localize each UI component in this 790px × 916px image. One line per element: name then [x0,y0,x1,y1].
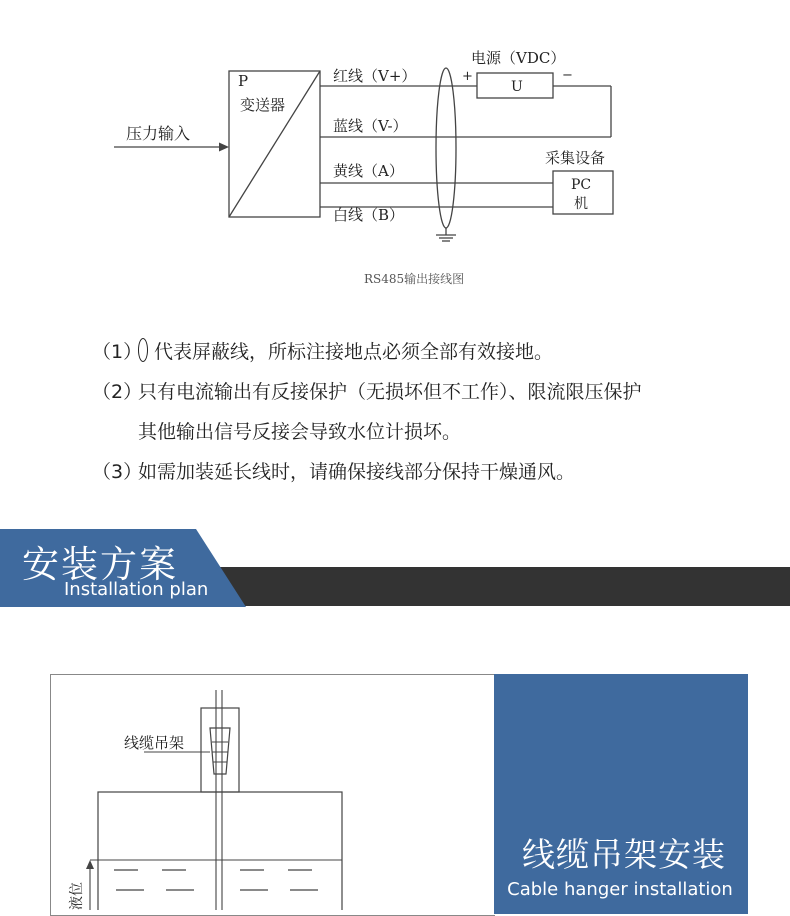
shield-line-icon [138,338,148,362]
note-3-number: （3） [92,461,143,483]
hanger-clamp [210,728,230,774]
transmitter-name-label: 变送器 [240,96,286,114]
note-2-text: 只有电流输出有反接保护（无损坏但不工作）、限流限压保护 [138,381,642,403]
power-minus: − [562,68,573,83]
section-subtitle: Installation plan [64,579,209,600]
power-label: 电源（VDC） [471,49,566,67]
wiring-notes [92,338,772,499]
pc-label-line2: 机 [574,196,588,212]
note-1-number: （1） [92,341,143,363]
transmitter-diagonal [229,71,320,217]
rs485-wiring-diagram [0,0,790,300]
note-2-number: （2） [92,381,143,403]
power-plus: + [462,69,473,84]
power-box-label: U [511,79,523,95]
installation-panel-subtitle: Cable hanger installation [507,879,733,900]
wire-yellow-label: 黄线（A） [333,162,404,180]
pressure-input-arrow-head [219,143,229,152]
note-3 [92,459,772,485]
cable-hanger-drawing [50,674,494,910]
wire-red-label: 红线（V+） [333,67,417,85]
note-1 [92,338,772,365]
installation-panel-title: 线缆吊架安装 [522,835,726,874]
pressure-input-label: 压力输入 [126,124,191,143]
section-title: 安装方案 [22,543,178,586]
hanger-bracket [201,708,239,792]
note-2-continuation: 其他输出信号反接会导致水位计损坏。 [138,421,462,443]
acquisition-label: 采集设备 [545,149,606,167]
note-1-text: 代表屏蔽线，所标注接地点必须全部有效接地。 [154,341,554,363]
tank-outline [98,792,342,910]
hanger-label: 线缆吊架 [124,734,185,752]
note-2 [92,379,772,445]
section-banner-bar [190,567,790,606]
note-3-text: 如需加装延长线时，请确保接线部分保持干燥通风。 [138,461,576,483]
pc-label-line1: PC [571,177,592,193]
wire-white-label: 白线（B） [333,206,405,224]
transmitter-p-label: P [238,72,249,90]
level-arrow [86,860,94,869]
installation-title-panel [494,674,748,914]
shield-ellipse [436,68,456,228]
level-label: 液位 [69,882,85,910]
wire-blue-label: 蓝线（V-） [333,117,408,135]
diagram-caption: RS485输出接线图 [364,272,465,286]
